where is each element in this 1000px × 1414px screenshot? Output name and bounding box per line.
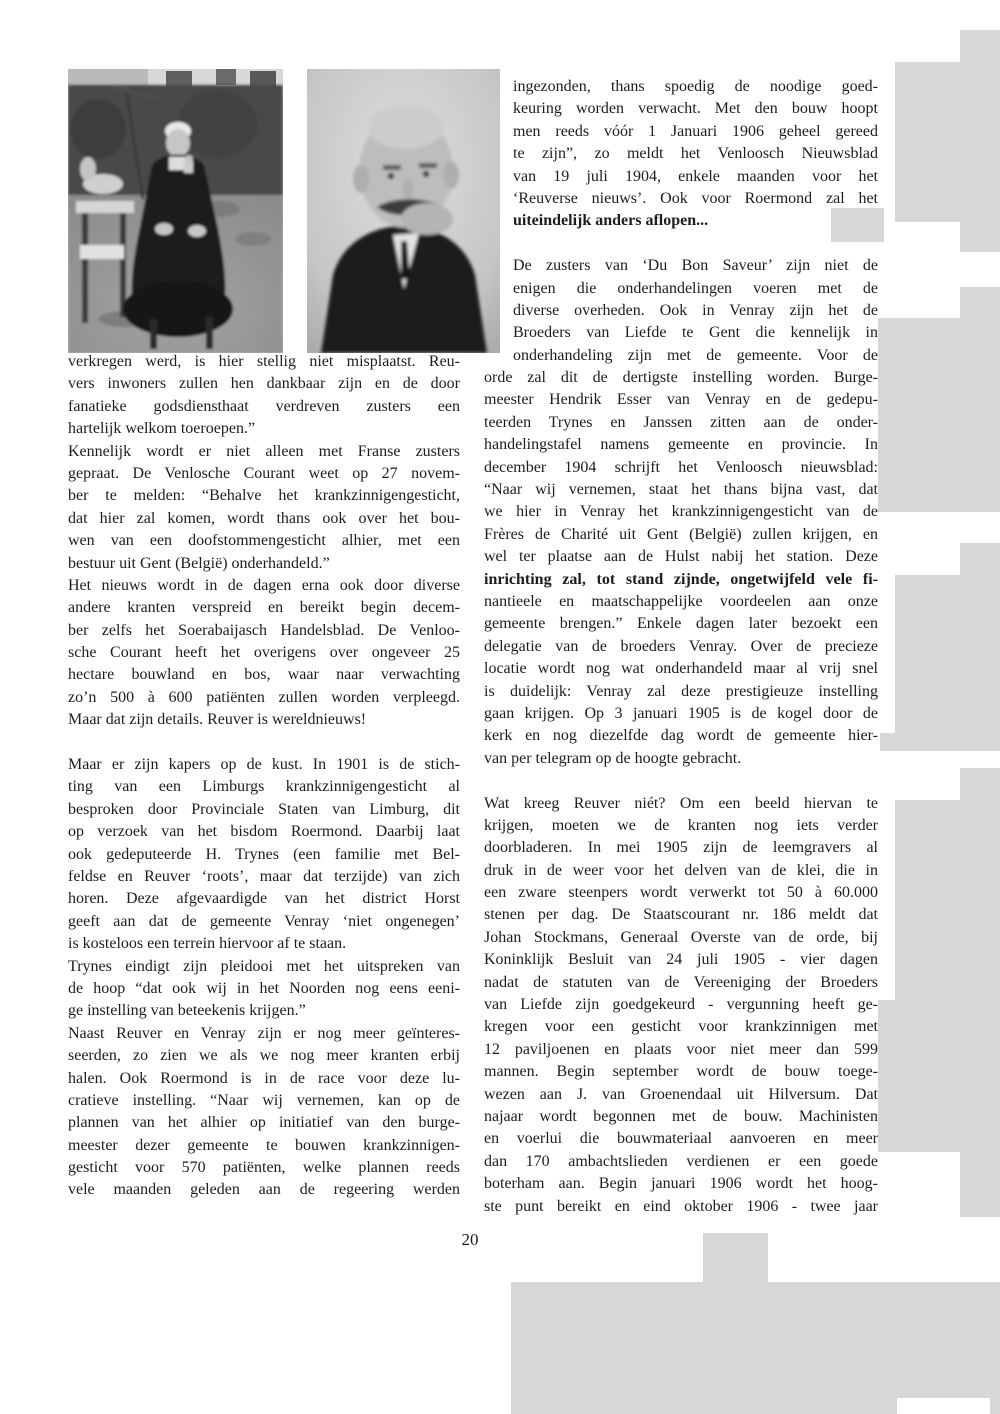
text-line: ting van een Limburgs krankzinnigengesticht al (68, 778, 460, 796)
text-line: De zusters van ‘Du Bon Saveur’ zijn niet de (513, 257, 878, 275)
text-line: bestuur uit Gent (België) onderhandeld.” (68, 554, 330, 572)
scan-artifact (960, 768, 1000, 802)
text-line: Maar er zijn kapers op de kust. In 1901 is de stich- (68, 756, 460, 774)
text-line: wen van een doofstommengesticht alhier, met een (68, 532, 460, 550)
text-line: ber te melden: “Behalve het krankzinnigengesticht, (68, 487, 460, 505)
text-line: ber zelfs het Soerabaijasch Handelsblad. De Venloo- (68, 621, 460, 639)
text-line: gemeente brengen.” Enkele dagen later bezoekt een (484, 615, 878, 633)
text-line: gaan krijgen. Op 3 januari 1905 is de kogel door de (484, 704, 878, 722)
text-line: Koninklijk Besluit van 24 juli 1905 - vier dagen (484, 951, 878, 969)
text-line: is kosteloos een terrein hiervoor af te staan. (68, 935, 347, 953)
text-line: december 1904 schrijft het Venloosch nieuwsblad: (484, 458, 878, 476)
scan-artifact (960, 1152, 1000, 1217)
text-line: kerk en nog diezelfde dag wordt de gemeente hier- (484, 727, 878, 745)
scan-artifact (878, 318, 997, 512)
paragraph (484, 76, 878, 233)
text-line: seerden, zo zien we als we nog meer kranten erbij (68, 1047, 460, 1065)
portrait-illustration (307, 69, 500, 353)
text-line: nantieele en maatschappelijke voordeelen aan onze (484, 592, 878, 610)
text-line: inrichting zal, tot stand zijnde, ongetwijfeld vele fi- (484, 570, 878, 588)
text-line: op verzoek van het bisdom Roermond. Daarbij laat (68, 823, 460, 841)
text-line: gepraat. De Venlosche Courant weet op 27 novem- (68, 464, 460, 482)
text-line: stenen per dag. De Staatscourant nr. 186 meldt dat (484, 906, 878, 924)
scan-artifact (897, 1398, 990, 1414)
photo-portrait-man (307, 69, 500, 353)
text-line: ingezonden, thans spoedig de noodige goed- (513, 78, 878, 95)
text-line: mannen. Begin september wordt de bouw toege- (484, 1063, 878, 1081)
text-line: meester dezer gemeente te bouwen krankzinnigen- (68, 1136, 460, 1154)
text-line: hectare bouwland en bos, waar naar verwachting (68, 666, 460, 684)
text-line: boterham aan. Begin januari 1906 wordt het hoog- (484, 1175, 878, 1193)
text-line: 12 paviljoenen en plaats voor niet meer dan 599 (484, 1040, 878, 1058)
text-line: hartelijk welkom toeroepen.” (68, 420, 256, 438)
text-line: andere kranten verspreid en bereikt begin decem- (68, 599, 460, 617)
paragraph (68, 351, 460, 441)
text-line: orde zal dit de dertigste instelling worden. Burge- (484, 369, 878, 387)
paragraph (68, 754, 460, 956)
text-line: zo’n 500 à 600 patiënten zullen worden verpleegd. (68, 688, 460, 706)
text-line: meester Hendrik Esser van Venray en de gedepu- (484, 391, 878, 409)
text-line: uiteindelijk anders aflopen... (513, 212, 709, 230)
text-line: feldse en Reuver ‘roots’, maar dat terzijde) van zich (68, 867, 460, 885)
text-line: de hoop “dat ook wij in het Noorden nog eens eeni- (68, 979, 460, 997)
text-line: en voerlui die bouwmateriaal aanvoeren en meer (484, 1130, 878, 1148)
scan-artifact (895, 62, 960, 222)
scan-artifact (878, 1000, 1000, 1152)
text-line: besproken door Provinciale Staten van Limburg, dit (68, 800, 460, 818)
text-line: van 19 juli 1904, enkele maanden voor het (513, 167, 878, 185)
scan-artifact (831, 208, 884, 242)
text-line: enigen die onderhandelingen voeren met de (513, 279, 878, 297)
text-line: Trynes eindigt zijn pleidooi met het uitspreken van (68, 957, 460, 975)
text-line: kregen voor een gesticht voor krankzinnigen met (484, 1018, 878, 1036)
text-line: ‘Reuverse nieuws’. Ook voor Roermond zal het (513, 189, 878, 207)
text-line: Maar dat zijn details. Reuver is wereldnieuws! (68, 711, 367, 729)
text-line: ge instelling van beteekenis krijgen.” (68, 1002, 306, 1020)
photo-priest-in-garden (68, 69, 283, 353)
scan-artifact (960, 543, 1000, 577)
paragraph (68, 441, 460, 575)
text-line: dan 170 ambachtslieden verdienen er een goede (484, 1152, 878, 1170)
text-line: Frères de Charité uit Gent (België) zullen krijgen, en (484, 525, 878, 543)
text-line: Broeders van Liefde te Gent die kennelijk in (513, 324, 878, 342)
text-line: Kennelijk wordt er niet alleen met Franse zusters (68, 442, 460, 460)
text-line: Het nieuws wordt in de dagen erna ook door diverse (68, 576, 460, 594)
text-line: halen. Ook Roermond is in de race voor deze lu- (68, 1069, 460, 1087)
text-line: van Liefde zijn goedgekeurd - vergunning heeft ge- (484, 996, 878, 1014)
paragraph (484, 793, 878, 1218)
text-line: wezen aan J. van Groenendaal uit Hilversum. Dat (484, 1085, 878, 1103)
text-line: vele maanden geleden aan de regeering werden (68, 1181, 460, 1199)
text-line: een zware steenpers wordt verwerkt tot 50 à 60.000 (484, 884, 878, 902)
text-line: druk in de weer voor het delven van de klei, die in (484, 861, 878, 879)
text-line: wel ter plaatse aan de Hulst nabij het station. Deze (484, 548, 878, 566)
text-line: fanatieke godsdiensthaat verdreven zusters een (68, 397, 460, 415)
text-line: vers inwoners zullen hen dankbaar zijn en de door (68, 375, 460, 393)
text-line: nadat de statuten van de Vereeniging der Broeders (484, 973, 878, 991)
page-number: 20 (461, 1230, 479, 1249)
text-line: geeft aan dat de gemeente Venray ‘niet ongenegen’ (68, 912, 460, 930)
text-line: diverse overheden. Ook in Venray zijn het de (513, 301, 878, 319)
text-line: te zijn”, zo meldt het Venloosch Nieuwsblad (513, 145, 878, 163)
text-line: gesticht voor 570 patiënten, welke plannen reeds (68, 1159, 460, 1177)
text-line: sche Courant heeft het overigens over ongeveer 25 (68, 644, 460, 662)
priest-garden-illustration (68, 69, 283, 353)
text-line: we hier in Venray het krankzinnigengesticht van de (484, 503, 878, 521)
scan-artifact (880, 733, 1000, 751)
text-line: plannen van het alhier op initiatief van den burge- (68, 1114, 460, 1132)
paragraph (68, 956, 460, 1023)
text-line: najaar wordt begonnen met de bouw. Machinisten (484, 1107, 878, 1125)
left-text-column (68, 351, 460, 1202)
text-line: krijgen, moeten we de kranten nog iets verder (484, 816, 878, 834)
scan-artifact (703, 1233, 768, 1285)
text-line: delegatie van de broeders Venray. Over de precieze (484, 637, 878, 655)
right-text-column (484, 76, 878, 1218)
text-line: doorbladeren. In mei 1905 zijn de leemgravers al (484, 839, 878, 857)
text-line: ook gedeputeerde H. Trynes (een familie met Bel- (68, 845, 460, 863)
text-line: ste punt bereikt en eind oktober 1906 - twee jaar (484, 1197, 878, 1215)
scan-artifact (895, 800, 1000, 1000)
paragraph (484, 255, 878, 770)
text-line: Naast Reuver en Venray zijn er nog meer geïnteres- (68, 1024, 460, 1042)
text-line: dat hier zal komen, wordt thans ook over het bou- (68, 509, 460, 527)
text-line: “Naar wij vernemen, staat het thans bijna vast, dat (484, 481, 878, 499)
text-line: verkregen werd, is hier stellig niet misplaatst. Reu- (68, 353, 460, 370)
text-line: handelingstafel namens gemeente en provincie. In (484, 436, 878, 454)
scan-artifact (960, 30, 1000, 252)
scan-artifact (895, 575, 1000, 733)
paragraph (68, 1023, 460, 1202)
paragraph (68, 575, 460, 732)
text-line: onderhandeling zijn met de gemeente. Voor de (513, 346, 878, 364)
text-line: van per telegram op de hoogte gebracht. (484, 749, 742, 767)
text-line: is duidelijk: Venray zal deze prestigieuze instelling (484, 682, 878, 700)
text-line: horen. Deze afgevaardigde van het district Horst (68, 890, 460, 908)
text-line: men reeds vóór 1 Januari 1906 geheel gereed (513, 122, 878, 140)
text-line: Wat kreeg Reuver niét? Om een beeld hiervan te (484, 794, 878, 812)
scan-artifact (511, 1282, 1000, 1414)
text-line: Johan Stockmans, Generaal Overste van de orde, bij (484, 928, 878, 946)
text-line: cratieve instelling. “Naar wij vernemen, kan op de (68, 1091, 460, 1109)
text-line: locatie wordt nog wat onderhandeld maar al vrij snel (484, 660, 878, 678)
text-line: teerden Trynes en Janssen zitten aan de onder- (484, 413, 878, 431)
text-line: keuring worden verwacht. Met den bouw hoopt (513, 100, 878, 118)
